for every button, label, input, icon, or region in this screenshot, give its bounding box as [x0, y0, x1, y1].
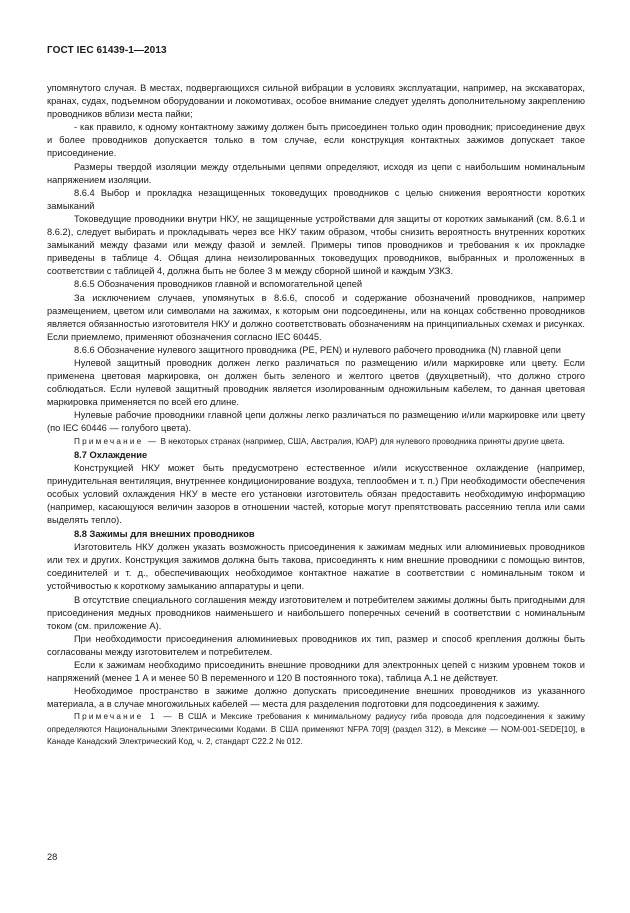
note-label: Примечание 1 — [74, 712, 174, 722]
paragraph: Нулевой защитный проводник должен легко различаться по размещению и/или маркировке или цвету. Если применена цветовая маркировка, он должен быть зеленого и желтого цветов (двухцветный), что должно строго соблюдаться. Если нулевой защитный проводник является изолированным одножильным кабелем, то данная цветовая маркировка применяется по всей его длине. [47, 357, 585, 408]
paragraph: Если к зажимам необходимо присоединить внешние проводники для электронных цепей с низким уровнем токов и напряжений (менее 1 А и менее 50 В переменного и 120 В постоянного тока), таблица А.1 не действует. [47, 660, 585, 684]
paragraph: За исключением случаев, упомянутых в 8.6.6, способ и содержание обозначений проводников, например размещением, цветом или символами на зажимах, к которым они подсоединены, или на концах собственно проводников является обязанностью изготовителя НКУ и должно соответствовать обозначениям на принципиальных схемах и рисунках. Если приемлемо, применяют обозначения согласно IEC 60445. [47, 292, 585, 342]
note [47, 711, 585, 748]
subsection-title: 8.6.6 Обозначение нулевого защитного проводника (PE, PEN) и нулевого рабочего проводника (N) главной цепи [74, 344, 561, 355]
paragraph: упомянутого случая. В местах, подвергающихся сильной вибрации в условиях эксплуатации, например, на экскаваторах, кранах, судах, подъемном оборудовании и локомотивах, особое внимание следует уделять дополнительному закреплению проводников вблизи места пайки; [47, 83, 585, 120]
paragraph: Нулевые рабочие проводники главной цепи должны легко различаться по размещению и/или маркировке или цвету (по IEC 60446 — голубого цвета). [47, 410, 585, 434]
document-header: ГОСТ IEC 61439-1—2013 [47, 45, 167, 56]
note-text: В США и Мексике требования к минимальному радиусу гиба провода для подсоединения к зажиму определяются Национальными Электрическими Кодами. В США применяют NFPA 70[9] (раздел 312), в Мексике — NOM-001-SEDE[10], в Канаде Канадский Электрический Код, ч. 2, стандарт C22.2 № 012. [47, 712, 585, 746]
subsection-title: 8.6.5 Обозначения проводников главной и вспомогательной цепей [74, 279, 363, 290]
section-heading-cooling: 8.7 Охлаждение [74, 449, 148, 460]
note-text: В некоторых странах (например, США, Австралия, ЮАР) для нулевого проводника приняты другие цвета. [160, 436, 565, 446]
paragraph: При необходимости присоединения алюминиевых проводников их тип, размер и способ крепления должны быть согласованы между изготовителем и потребителем. [47, 633, 585, 657]
section-heading-terminals: 8.8 Зажимы для внешних проводников [74, 529, 255, 540]
page-number: 28 [47, 852, 58, 862]
note-label: Примечание — [74, 436, 159, 446]
paragraph: Изготовитель НКУ должен указать возможность присоединения к зажимам медных или алюминиевых проводников или тех и других. Конструкция зажимов должна быть такова, присоединять к ним внешние проводники с помощью винтов, соединителей и т. д., обеспечивающих необходимое контактное нажатие в соответствии с номинальным током и устойчивостью к короткому замыканию аппаратуры и цепи. [47, 542, 585, 592]
note [47, 436, 585, 448]
paragraph: Размеры твердой изоляции между отдельными цепями определяют, исходя из цепи с наибольшим номинальным напряжением изоляции. [47, 161, 585, 185]
subsection-title: 8.6.4 Выбор и прокладка незащищенных токоведущих проводников с целью снижения вероятности коротких замыканий [47, 187, 585, 211]
paragraph: Необходимое пространство в зажиме должно допускать присоединение внешних проводников из указанного материала, а в случае многожильных кабелей — места для разделения подготовки для подсоединения к зажиму. [47, 686, 585, 710]
paragraph: Конструкцией НКУ может быть предусмотрено естественное и/или искусственное охлаждение (например, принудительная вентиляция, внутреннее кондиционирование воздуха, теплообмен и т. п.) При необходимости обеспечения особых условий охлаждения НКУ в месте его установки изготовитель обязан предоставить необходимую информацию (например, касающуюся величин зазоров в отношении частей, которые могут препятствовать рассеянию тепла или сами выделять тепло). [47, 462, 585, 526]
document-body [47, 82, 585, 748]
paragraph: Токоведущие проводники внутри НКУ, не защищенные устройствами для защиты от коротких замыканий (см. 8.6.1 и 8.6.2), следует выбирать и прокладывать через все НКУ таким образом, чтобы снизить вероятность внутренних коротких замыканий между фазами или между фазой и землей. Примеры типов проводников и требования к их прокладке приведены в таблице 4. Общая длина неизолированных токоведущих проводников, выбранных и проложенных в соответствии с таблицей 4, должна быть не более 3 м между сборной шиной и каждым УЗКЗ. [47, 213, 585, 277]
paragraph: В отсутствие специального соглашения между изготовителем и потребителем зажимы должны быть пригодными для присоединения медных проводников наименьшего и наибольшего поперечных сечений в соответствии с номинальным током (см. приложение А). [47, 594, 585, 631]
paragraph: - как правило, к одному контактному зажиму должен быть присоединен только один проводник; присоединение двух и более проводников допускается только в том случае, если конструкция контактных зажимов допускает такое присоединение. [47, 122, 585, 159]
